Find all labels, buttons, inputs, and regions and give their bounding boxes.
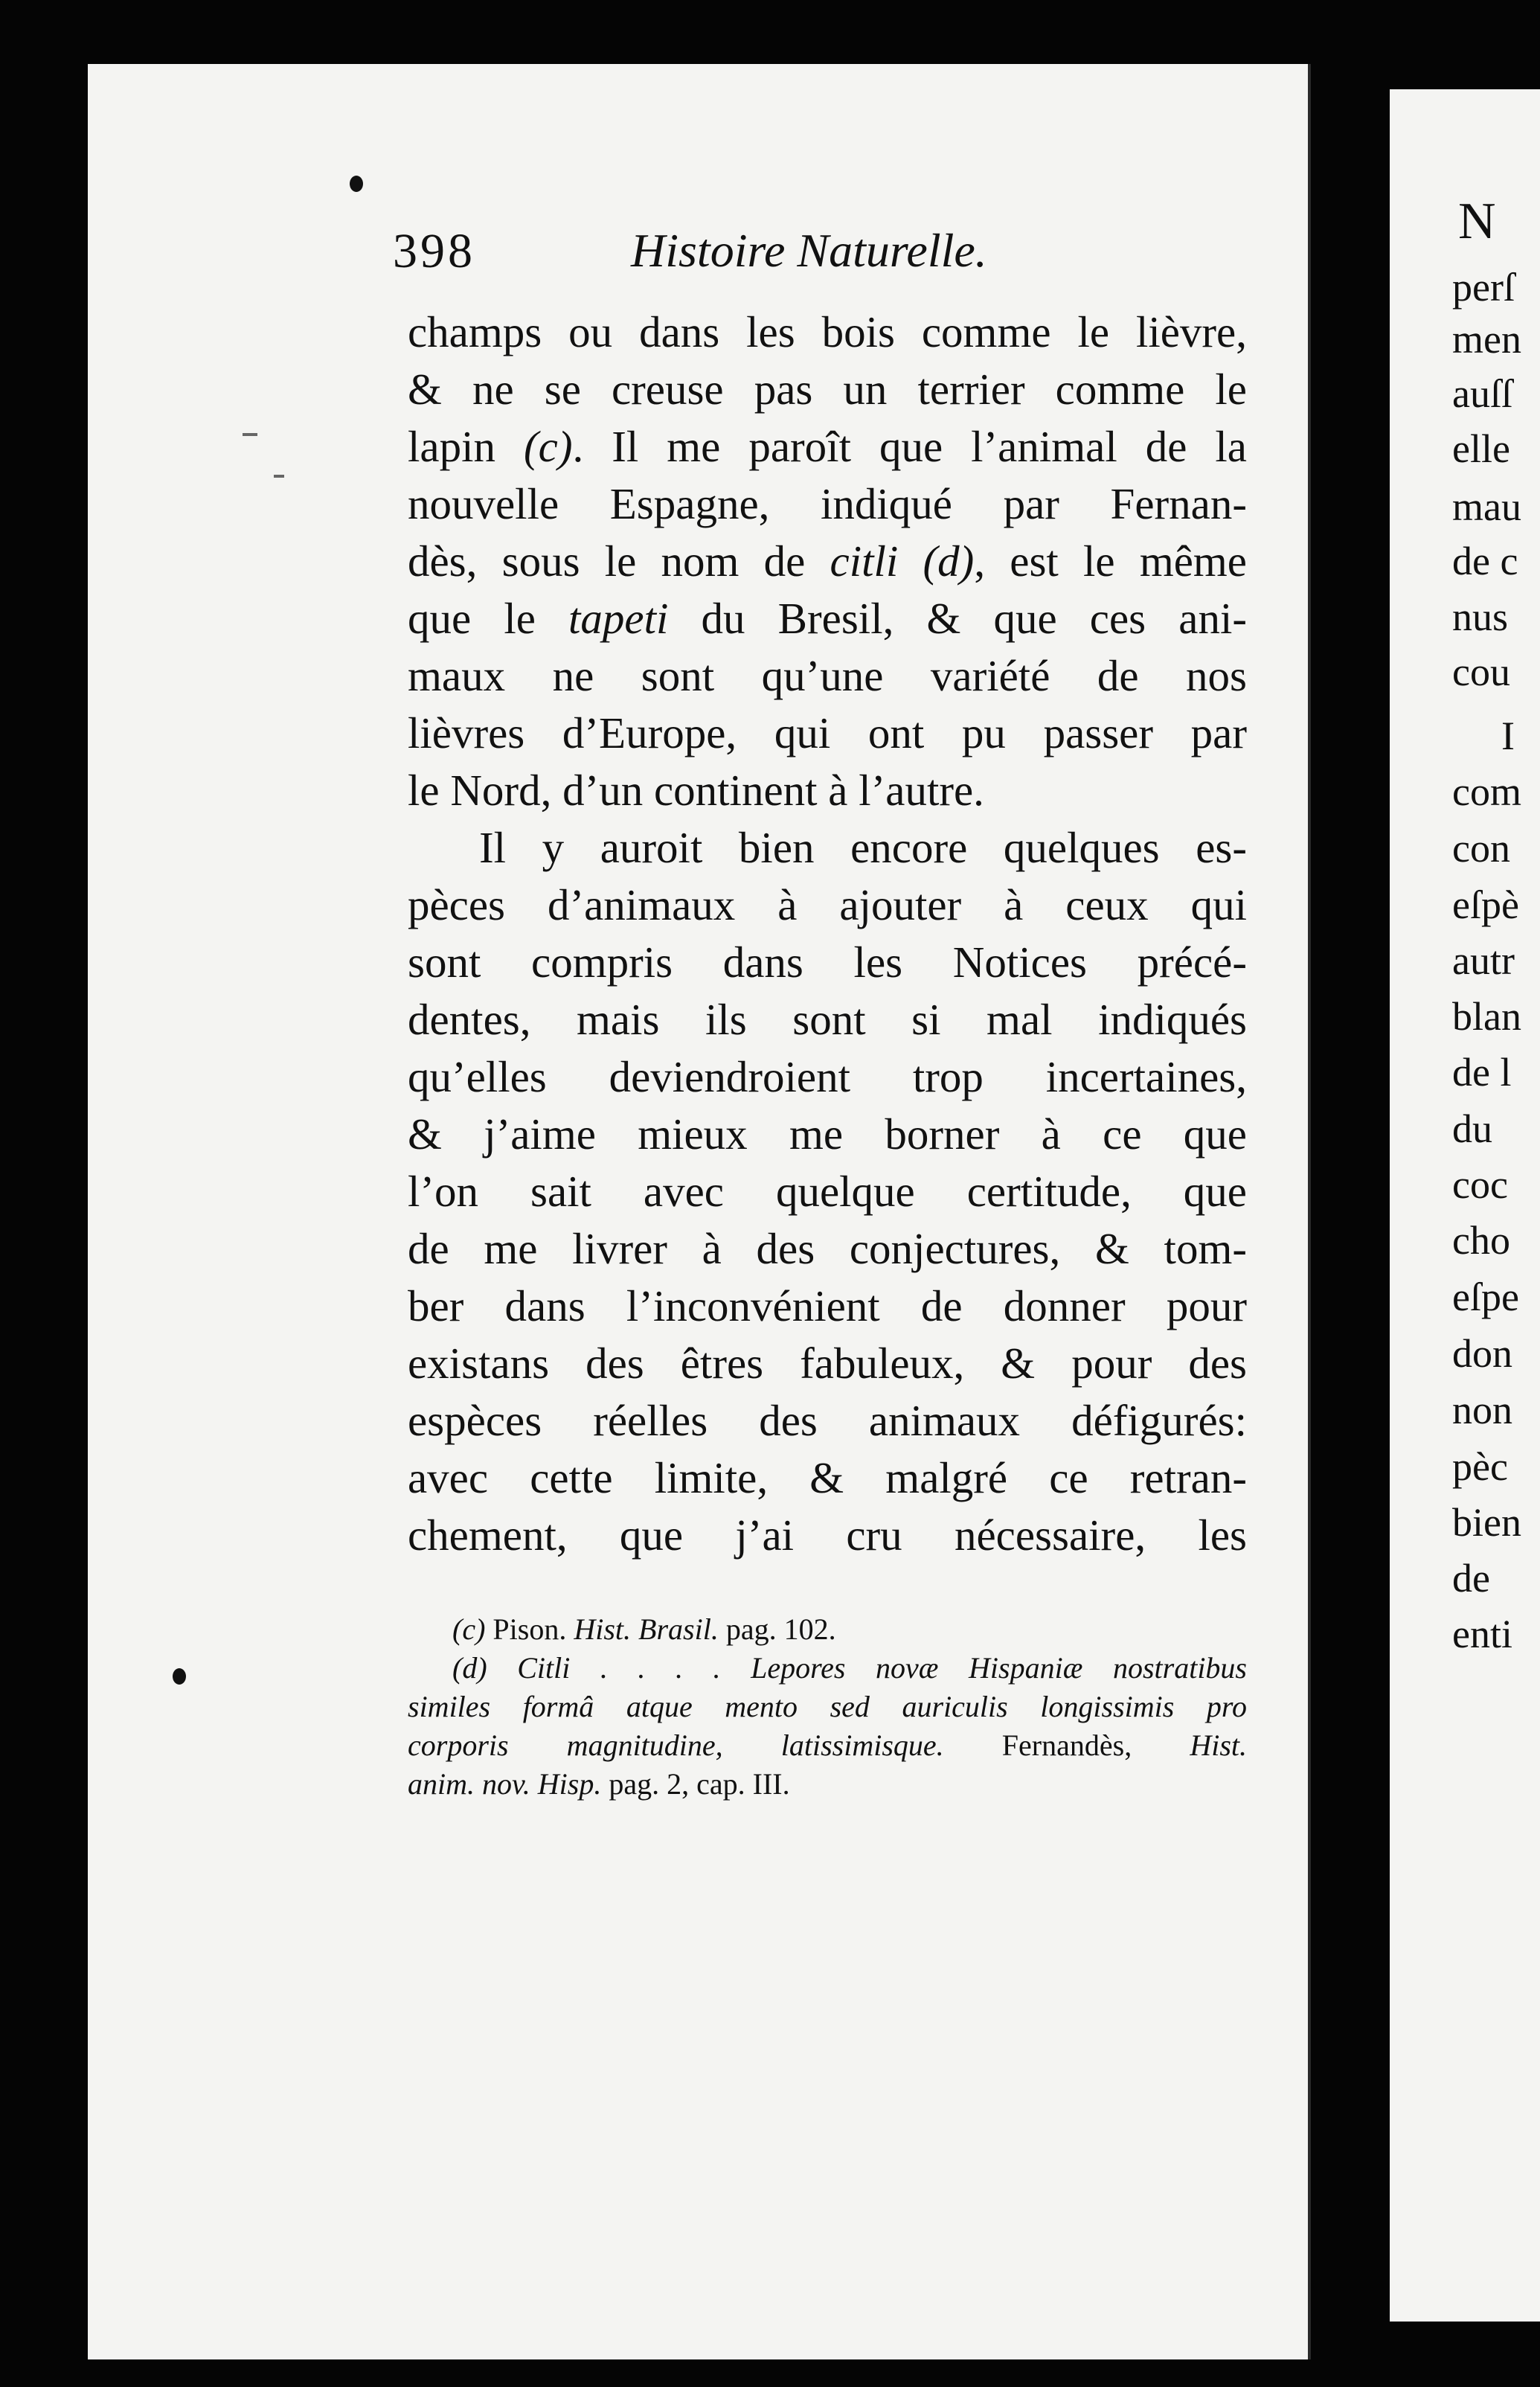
facing-page-line: perſ: [1452, 265, 1515, 310]
footnote-line: [408, 1726, 1247, 1765]
ink-speck: [350, 176, 363, 192]
facing-page-line: mau: [1452, 484, 1521, 529]
body-line: [408, 1048, 1247, 1106]
italic-text: tapeti: [568, 594, 669, 643]
running-head: [393, 223, 1247, 304]
text-run: dès, sous le nom de: [408, 536, 830, 586]
text-run: Pison.: [485, 1612, 574, 1646]
footnote-line: [408, 1610, 1247, 1649]
facing-page-line: coc: [1452, 1162, 1508, 1207]
italic-text: (c): [523, 422, 573, 471]
facing-page: [1390, 89, 1540, 2322]
italic-text: (c): [452, 1612, 486, 1646]
text-run: avec cette limite, & malgré ce retran-: [408, 1453, 1247, 1502]
body-line: [408, 1163, 1247, 1220]
italic-text: similes formâ atque mento sed auriculis longissimis pro: [408, 1690, 1247, 1723]
facing-page-line: men: [1452, 317, 1521, 362]
body-line: [408, 1220, 1247, 1278]
page-text: [393, 223, 1247, 1804]
facing-page-line: bien: [1452, 1500, 1521, 1545]
body-line: [408, 1106, 1247, 1163]
footnote-line: [408, 1765, 1247, 1804]
text-run: pag. 102.: [718, 1612, 836, 1646]
text-run: pèces d’animaux à ajouter à ceux qui: [408, 880, 1247, 929]
text-run: & ne se creuse pas un terrier comme le: [408, 365, 1247, 414]
text-run: chement, que j’ai cru nécessaire, les: [408, 1510, 1247, 1560]
text-run: . Il me paroît que l’animal de la: [572, 422, 1247, 471]
page-number: 398: [393, 224, 475, 278]
body-line: [408, 475, 1247, 533]
body-line: [408, 647, 1247, 705]
facing-page-line: elle: [1452, 426, 1510, 471]
text-run: maux ne sont qu’une variété de nos: [408, 651, 1247, 700]
body-line: [408, 1449, 1247, 1507]
text-run: dentes, mais ils sont si mal indiqués: [408, 995, 1247, 1044]
ink-speck: [173, 1668, 186, 1685]
italic-text: Hist. Brasil.: [574, 1612, 719, 1646]
facing-page-line: auſſ: [1452, 371, 1512, 416]
footnote-line: [408, 1688, 1247, 1726]
body-line: [408, 877, 1247, 934]
text-run: Fernandès,: [943, 1728, 1190, 1762]
footnote-line: [408, 1649, 1247, 1688]
facing-page-line: de c: [1452, 539, 1518, 583]
body-line: [408, 590, 1247, 647]
facing-page-line: pèc: [1452, 1444, 1508, 1489]
italic-text: corporis magnitudine, latissimisque.: [408, 1728, 944, 1762]
margin-mark: [274, 475, 284, 478]
facing-page-line: com: [1452, 769, 1521, 814]
text-run: existans des êtres fabuleux, & pour des: [408, 1339, 1247, 1388]
text-run: espèces réelles des animaux défigurés:: [408, 1396, 1247, 1445]
text-run: Il y auroit bien encore quelques es-: [479, 823, 1247, 872]
text-run: champs ou dans les bois comme le lièvre,: [408, 307, 1247, 356]
body-line: [408, 418, 1247, 475]
body-line: [408, 1278, 1247, 1335]
facing-page-line: I: [1501, 714, 1515, 758]
body-text: [408, 304, 1247, 1564]
text-run: lapin: [408, 422, 524, 471]
italic-text: (d) Citli . . . . Lepores novæ Hispaniæ nostratibus: [452, 1651, 1247, 1685]
body-line: [408, 819, 1247, 877]
body-line: [408, 533, 1247, 590]
text-run: ber dans l’inconvénient de donner pour: [408, 1281, 1247, 1330]
italic-text: citli (d): [830, 536, 975, 586]
facing-page-head: N: [1458, 193, 1496, 250]
facing-page-line: eſpe: [1452, 1275, 1519, 1319]
text-run: qu’elles deviendroient trop incertaines,: [408, 1052, 1247, 1101]
body-line: [408, 991, 1247, 1048]
facing-page-line: du: [1452, 1106, 1492, 1151]
text-run: lièvres d’Europe, qui ont pu passer par: [408, 708, 1247, 757]
body-line: [408, 934, 1247, 991]
text-run: de me livrer à des conjectures, & tom-: [408, 1224, 1247, 1273]
running-title: Histoire Naturelle.: [631, 224, 987, 277]
footnotes: [408, 1610, 1247, 1804]
facing-page-line: eſpè: [1452, 882, 1519, 927]
facing-page-line: cho: [1452, 1218, 1510, 1263]
facing-page-line: nus: [1452, 595, 1509, 639]
facing-page-line: non: [1452, 1388, 1512, 1432]
text-run: sont compris dans les Notices précé-: [408, 938, 1247, 987]
text-run: que le: [408, 594, 569, 643]
text-run: pag. 2, cap. III.: [601, 1767, 790, 1801]
text-run: l’on sait avec quelque certitude, que: [408, 1167, 1247, 1216]
facing-page-line: de l: [1452, 1050, 1512, 1095]
facing-page-line: con: [1452, 826, 1510, 871]
italic-text: anim. nov. Hisp.: [408, 1767, 602, 1801]
body-line: [408, 705, 1247, 762]
facing-page-line: enti: [1452, 1612, 1512, 1656]
body-line: [408, 361, 1247, 418]
facing-page-line: cou: [1452, 650, 1510, 694]
text-run: , est le même: [974, 536, 1247, 586]
body-line: [408, 1335, 1247, 1392]
body-line: [408, 1392, 1247, 1449]
body-line: [408, 304, 1247, 361]
facing-page-line: de: [1452, 1556, 1490, 1601]
text-run: & j’aime mieux me borner à ce que: [408, 1109, 1247, 1159]
text-run: du Bresil, & que ces ani-: [668, 594, 1247, 643]
text-run: le Nord, d’un continent à l’autre.: [408, 766, 984, 815]
facing-page-line: blan: [1452, 994, 1521, 1039]
margin-mark: [243, 433, 257, 436]
facing-page-line: don: [1452, 1331, 1512, 1376]
body-line: [408, 762, 1247, 819]
body-line: [408, 1507, 1247, 1564]
italic-text: Hist.: [1190, 1728, 1247, 1762]
facing-page-line: autr: [1452, 938, 1515, 983]
text-run: nouvelle Espagne, indiqué par Fernan-: [408, 479, 1247, 528]
